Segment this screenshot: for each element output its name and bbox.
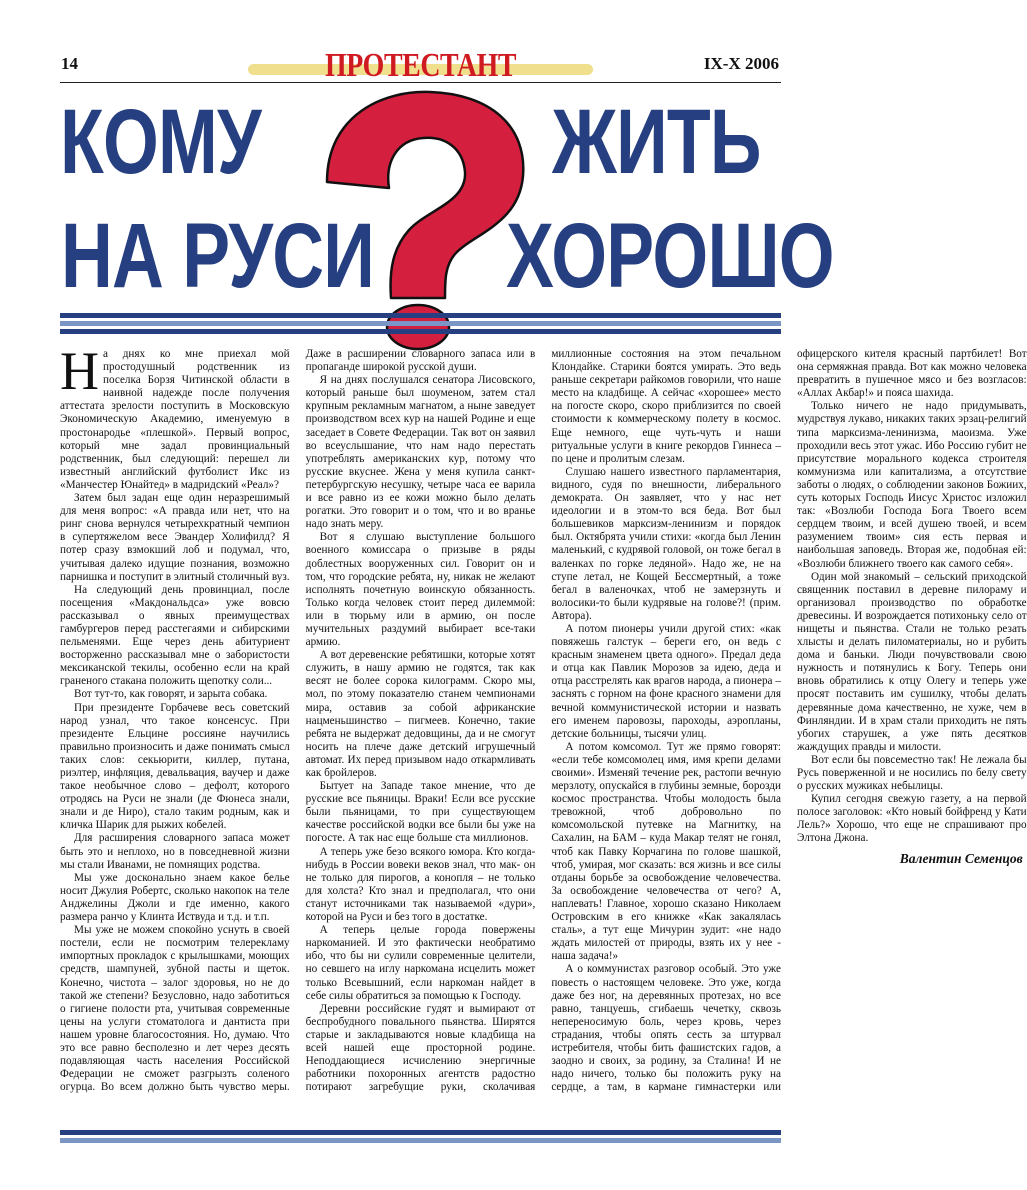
paragraph: На следующий день провинциал, после посещения «Макдональдса» уже вовсю рассказывал о явных преимуществах гамбургеров перед расстегаями и сибирскими пельменями. Еще через день абитуриент восторженно рассказывал мне о забористости мексиканской текилы, особенно если на край граненого стакана положить щепотку соли... bbox=[60, 583, 290, 688]
paragraph: А теперь уже безо всякого юмора. Кто когда-нибудь в России вовеки веков знал, что мак- он не только для пирогов, а конопля – не только для холста? Кто знал и предполагал, что они станут источниками так называемой «дури», которой на Руси и без того в достатке. bbox=[305, 845, 536, 924]
paragraph: Деревни российские гудят и вымирают от беспробудного повального пьянства. Ширятся старые и закладываются новые кладбища на всей нашей еще просторной родине. Неподдающиеся исчислению энергичные работники похоронных агентств радостно потирают загребущие руки, сколачивая миллионные состояния на этом печальном Клондайке. Старики боятся умирать. Это ведь раньше секретари райкомов говорили, что наше место на кладбище. А сейчас «хорошее» место на погосте скоро, скоро приблизится по своей стоимости к коммерческому полету в космос. Еще немного, еще чуть-чуть и наши ритуальные услуги в книге рекордов Гиннеса – по цене и пролитым слезам. bbox=[305, 348, 781, 1094]
paragraph: Я на днях послушался сенатора Лисовского, который раньше был шоуменом, затем стал крупным рекламным магнатом, а ныне заведует производством всех кур на нашей Родине и еще заседает в Совете Федерации. Так вот он заявил во всеуслышание, что нам надо перестать употреблять американских кур, потому что русские вкуснее. Жена у меня купила санкт-петербургскую несушку, четыре часа ее варила и все равно из ее кожи можно было делать рогатки. Это говорит и о том, что и во вранье надо знать меру. bbox=[305, 374, 536, 531]
paragraph: Для расширения словарного запаса может быть это и неплохо, но в повседневной жизни мы стали Иванами, не помнящих родства. bbox=[60, 832, 290, 871]
paragraph: А вот деревенские ребятишки, которые хотят служить, в нашу армию не годятся, так как весят не более сорока килограмм. Скоро мы, мол, по этому показателю станем чемпионами мира, оставив за собой африканские нацменьшинство – пигмеев. Конечно, такие ребята не выдержат дедовщины, да и не смогут носить на плече даже детский игрушечный автомат. Их перед призывом надо откармливать как бройлеров. bbox=[305, 649, 536, 779]
headline-word-khorosho: ХОРОШО bbox=[506, 205, 834, 307]
header-rule bbox=[60, 82, 781, 83]
paragraph: Только ничего не надо придумывать, мудрствуя лукаво, никаких таких эрзац-религий типа марксизма-ленинизма, маоизма. Уже проходили весь этот ужас. Ибо Россию губит не присутствие морального кодекса строителя коммунизма или капитализма, а отсутствие заботы о людях, о соблюдении законов Божиих, суть которых Господь Иисус Христос изложил так: «Возлюби Господа Бога Твоего всем сердцем твоим, и всей душею твоей, и всем разумением твоим» сия есть первая и наибольшая заповедь. Вторая же, подобная ей: «Возлюби ближнего твоего как самого себя». bbox=[796, 400, 1027, 570]
paragraph: Один мой знакомый – сельский приходской священник поставил в деревне пилораму и организовал производство по обработке древесины. И возрождается потихоньку село от нищеты и пьянства. Стали не только резать хлысты и делать пиломатериалы, но и рубить дома и баньки. Люди почувствовали свою нужность и потянулись к Богу. Теперь они вновь обратились к отцу Олегу и теперь уже просят поставить им сушилку, чтобы делать деревянные дома качественно, не хуже, чем в Финляндии. И в храм стали приходить не пять убогих старушек, а уже пять десятков жаждущих правды и милости. bbox=[796, 570, 1027, 753]
paragraph: А потом комсомол. Тут же прямо говорят: «если тебе комсомолец имя, имя крепи делами своими». Изменяй течение рек, растопи вечную мерзлоту, опускайся в глубины земные, борозди космос пространства. Чтобы молодость была тревожной, чтоб добровольно по комсомольской путевке на Магнитку, на Сахалин, на БАМ – куда Макар телят не гонял, чтоб как Павку Корчагина по голове шашкой, чтоб, умирая, мог сказать: вся жизнь и все силы отданы борьбе за освобождение человечества. За освобождение человечества от чего? А, наплевать! Главное, хорошо сказано Николаем Островским в его книжке «Как закалялась сталь», а тут еще Мичурин зудит: «не надо ждать милостей от природы, взять их у нее - наша задача!» bbox=[551, 740, 781, 963]
page-number: 14 bbox=[61, 54, 78, 73]
paragraph: На днях ко мне приехал мой простодушный родственник из поселка Борзя Читинской области в наивной надежде после получения аттестата зрелости поступить в Московскую Экономическую Академию, именуемую в простонародье «плешкой». Первый вопрос, который мне задал провинциальный родственник, был следующий: перешел ли известный английский футболист Икс из «Манчестер Юнайтед» в мадридский «Реал»? bbox=[60, 341, 290, 491]
paragraph: Купил сегодня свежую газету, а на первой полосе заголовок: «Кто новый бойфренд у Кати Лель?» Хорошо, что еще не спрашивают про Элтона Джона. bbox=[796, 793, 1027, 845]
footer-stripes bbox=[60, 1130, 781, 1146]
article-body bbox=[60, 341, 1027, 1104]
paragraph: Бытует на Западе такое мнение, что де русские все пьяницы. Враки! Если все русские были пьяницами, то при существующем качестве российской водки все были бы уже на погосте. А так нас еще больше ста миллионов. bbox=[305, 780, 536, 845]
paragraph: А о коммунистах разговор особый. Это уже повесть о настоящем человеке. Это уже, когда даже без ног, на деревянных протезах, но все равно, танцуешь, сгибаешь чечетку, сквозь непереносимую боль, через кровь, через страдания, чтобы опять сесть за штурвал истребителя, чтобы бить фашистских гадов, а заодно и своих, за родину, за Сталина! И не надо ничего, только бы положить руку на сердце, а там, в кармане гимнастерки или офицерского кителя красный партбилет! Вот она сермяжная правда. Вот как можно человека превратить в пушечное мясо и без возгласов: «Аллах Акбар!» и пояса шахида. bbox=[551, 348, 1027, 1094]
magazine-title: ПРОТЕСТАНТ bbox=[324, 47, 517, 84]
paragraph: Вот тут-то, как говорят, и зарыта собака. bbox=[74, 688, 268, 701]
headline-stripes bbox=[60, 313, 781, 337]
headline-word-na-rusi: НА РУСИ bbox=[61, 205, 375, 307]
paragraph: Вот я слушаю выступление большого военного комиссара о призыве в ряды доблестных вооруженных сил. Говорит он и том, что городские ребята, ну, никак не желают исполнять почетную воинскую обязанность. Только когда человек стоит перед дилеммой: или в тюрьму или в армию, он после мучительных раздумий выбирает все-таки армию. bbox=[305, 531, 536, 649]
paragraph: А потом пионеры учили другой стих: «как повяжешь галстук – береги его, он ведь с красным знаменем цвета одного». Предал деда и отца как Павлик Морозов за идею, деда и отца расстрелять как врагов народа, а пионера – заснять с горном на фоне красного знамени для вечной коммунистической истории и назвать его именем паровозы, пароходы, аэропланы, детские больницы, тысячи улиц. bbox=[551, 622, 781, 740]
paragraph: Вот если бы повсеместно так! Не лежала бы Русь поверженной и не носились по белу свету о русских мужиках небылицы. bbox=[796, 753, 1027, 793]
headline-word-komu: КОМУ bbox=[60, 91, 261, 193]
paragraph: Затем был задан еще один неразрешимый для меня вопрос: «А правда или нет, что на ринг снова вернулся четырехкратный чемпион в супертяжелом весе Эвандер Холифилд? Я потер сразу взмокший лоб и подумал, что, учитывая далеко идущие познания, возможно парнишка и поступит в элитный столичный вуз. bbox=[60, 492, 290, 583]
dropcap: Н bbox=[60, 341, 99, 401]
paragraph: А теперь целые города повержены наркоманией. И это фактически необратимо ибо, что бы ни сулили современные целители, но севшего на иглу наркомана исцелить может только Всевышний, если наркоман найдет в себе силы обратиться за помощью к Господу. bbox=[305, 924, 536, 1002]
author-signature: Валентин Семенцов bbox=[899, 850, 1023, 866]
issue-label: IX-X 2006 bbox=[703, 54, 779, 73]
paragraph: Мы уже досконально знаем какое белье носит Джулия Робертс, сколько накопок на теле Анджелины Джоли и где именно, какого размера ранчо у Клинта Иствуда и т.д. и т.п. bbox=[60, 871, 290, 924]
headline-word-zhit: ЖИТЬ bbox=[552, 91, 761, 193]
paragraph: Слушаю нашего известного парламентария, видного, судя по внешности, либерального демократа. Он заявляет, что у нас нет идеологии и в этом-то вся беда. Вот был большевиков марксизм-ленинизм и порядок был. Октябрята учили стихи: «когда был Ленин маленький, с кудрявой головой, он тоже бегал в валенках по горке ледяной». Надо же, не на ступе летал, не Кощей Бессмертный, а тоже бегал в валеночках, чтоб не замерзнуть и волосики-то были кудрявые на голове?! (прим. Автора). bbox=[551, 465, 781, 622]
paragraph: При президенте Горбачеве весь советский народ узнал, что такое консенсус. При президенте Ельцине россияне научились правильно произносить и даже понимать смысл таких слов: секьюрити, киллер, путана, риэлтер, инфляция, девальвация, ваучер и даже такое необычное слово – дефолт, которого отродясь на Руси не знали (де Фюнеса знали, знали и де Ниро), стало таким родным, как и кличка Шарик для рыжих кобелей. bbox=[60, 701, 290, 832]
paragraph: Мы уже не можем спокойно уснуть в своей постели, если не посмотрим телерекламу импортных прокладок с крылышками, моющих средств, шампуней, зубной пасты и щеток. Конечно, чистота – залог здоровья, но не до такой же степени? Безусловно, надо заботиться о гигиене полости рта, учитывая современные цены на услуги стоматолога и дантиста при нашем уровне благосостояния. Но, думаю. Что это все равно бесполезно и лет через десять подавляющая часть населения Российской Федерации не сможет разгрызть соленого огурца. Во всем должно быть чувство меры. Даже в расширении словарного запаса или в пропаганде широкой русской души. bbox=[60, 348, 536, 1094]
